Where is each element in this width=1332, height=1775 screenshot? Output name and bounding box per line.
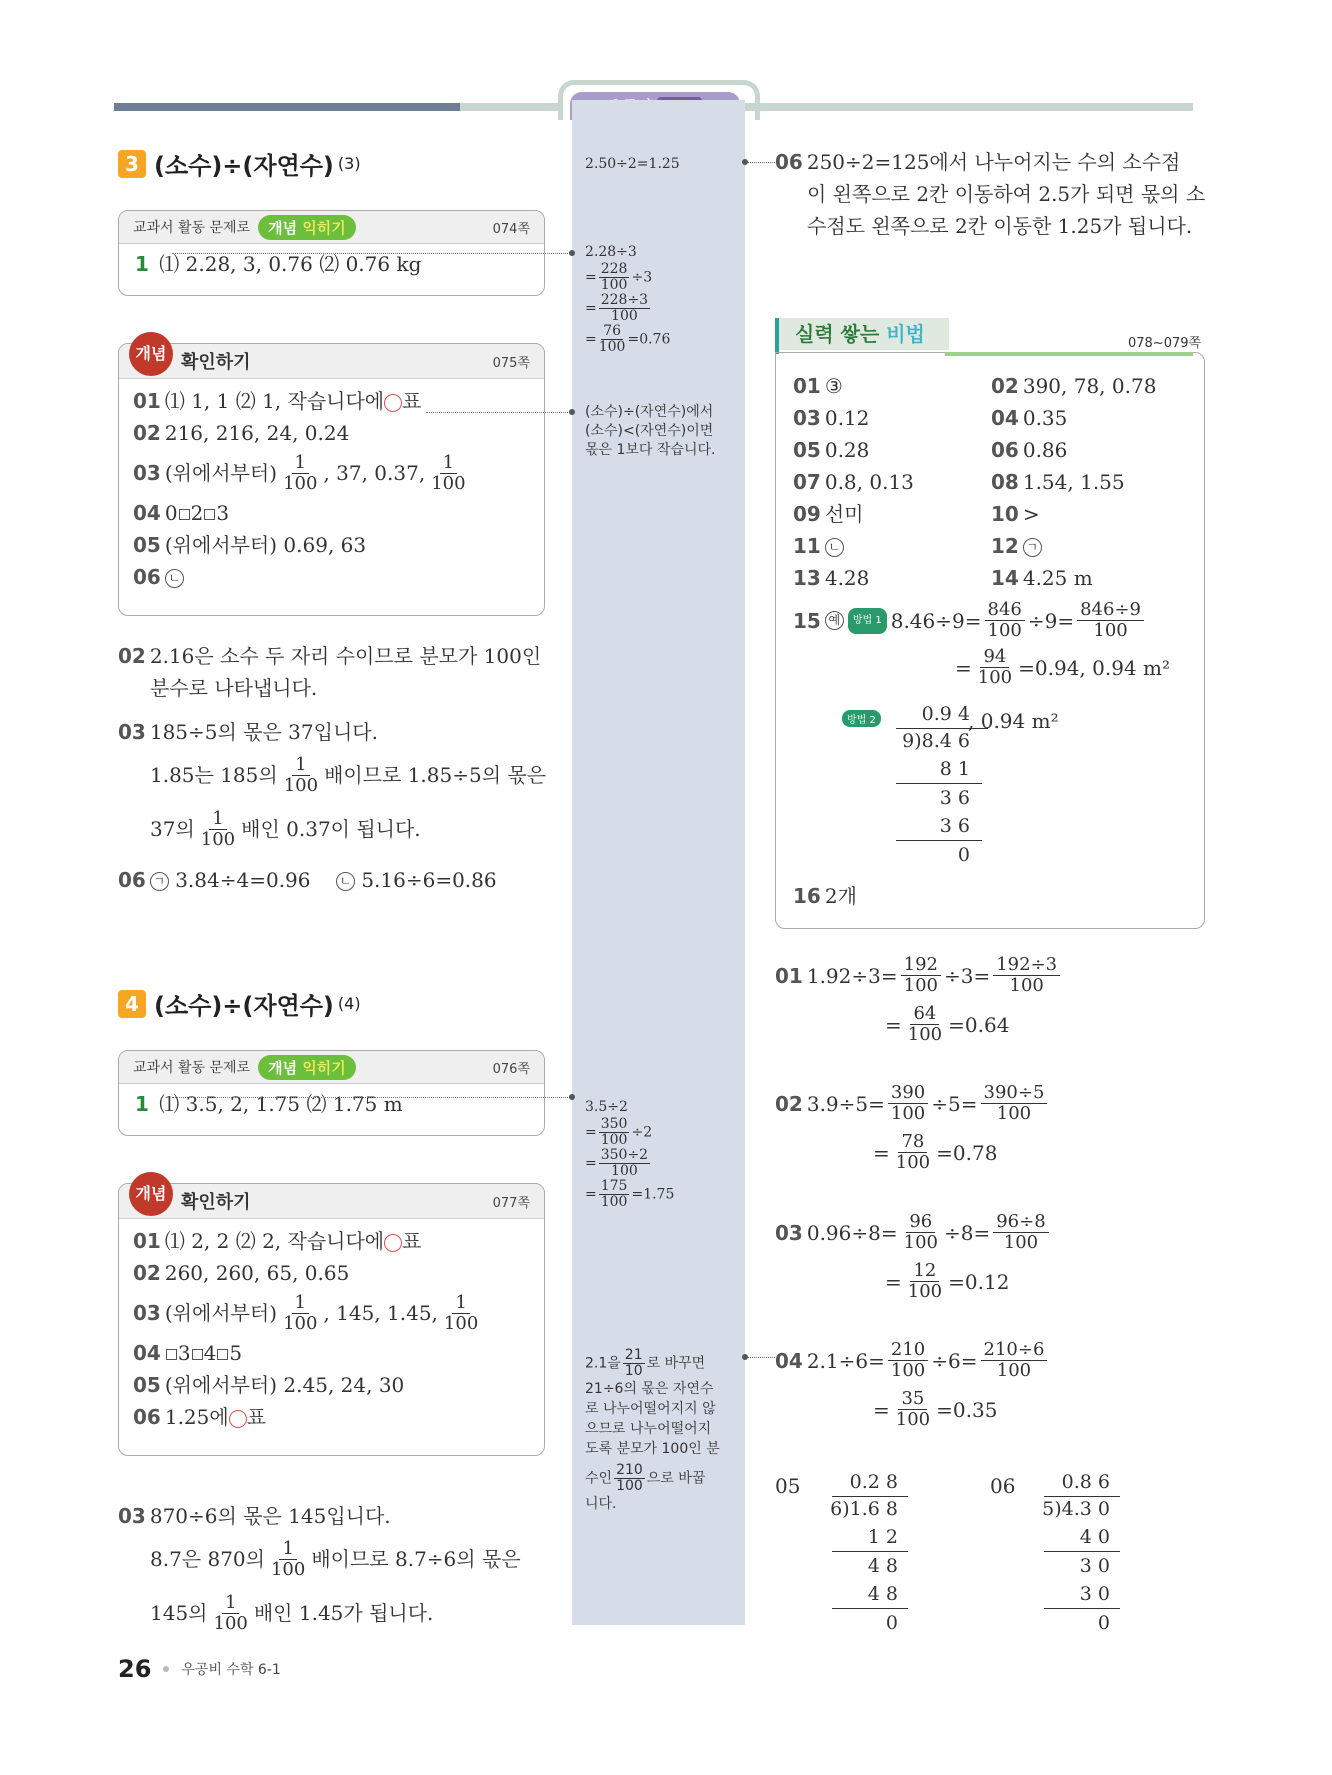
exp-03-line2: 1.85는 185의 $\frac{1}{100}$ 배이므로 1.85÷5의 몫은 bbox=[150, 753, 547, 796]
connector bbox=[745, 1357, 775, 1358]
box-header bbox=[119, 344, 544, 379]
answer-list bbox=[119, 1219, 544, 1439]
answer-05: 05 (위에서부터) 2.45, 24, 30 bbox=[133, 1373, 405, 1397]
answer-02: 02 260, 260, 65, 0.65 bbox=[133, 1261, 350, 1285]
skill-item: 01 ③ bbox=[793, 374, 843, 398]
answer-02: 02 216, 216, 24, 0.24 bbox=[133, 421, 350, 445]
page-ref: 074쪽 bbox=[492, 221, 530, 237]
skill-item: 10 > bbox=[991, 502, 1040, 526]
exp-03-line3: 145의 $\frac{1}{100}$ 배인 1.45가 됩니다. bbox=[150, 1591, 434, 1634]
exp-03-line3: 37의 $\frac{1}{100}$ 배인 0.37이 됩니다. bbox=[150, 807, 421, 850]
header-bar-right bbox=[745, 103, 1193, 111]
connector bbox=[745, 162, 775, 163]
skill-item: 03 0.12 bbox=[793, 406, 870, 430]
connector bbox=[172, 1097, 572, 1098]
exp-02-cont: 분수로 나타냅니다. bbox=[150, 676, 318, 700]
skill-item: 07 0.8, 0.13 bbox=[793, 470, 914, 494]
section4-box2 bbox=[118, 1183, 545, 1456]
answer-04: 04 0 2 3 bbox=[133, 501, 230, 525]
skill-answers bbox=[793, 370, 1193, 594]
right-exp-06b-num: 06 bbox=[990, 1474, 1016, 1498]
skill-item: 06 0.86 bbox=[991, 438, 1068, 462]
exp-06: 06 ㄱ 3.84÷4=0.96 ㄴ 5.16÷6=0.86 bbox=[118, 868, 497, 892]
section-subtitle: (3) bbox=[337, 154, 361, 173]
method-badge: 방법 2 bbox=[842, 710, 881, 727]
exp-02: 02 2.16은 소수 두 자리 수이므로 분모가 100인 bbox=[118, 644, 542, 668]
skill-item-15: 15 예 방법 1 8.46÷9= $\frac{846}{100}$ ÷9= $\frac{846\div 9}{100}$ = $\frac{94}{100}$ =0.94, 0.94 m² bbox=[793, 599, 1170, 688]
connector-dot bbox=[742, 159, 748, 165]
answer-row: 1 ⑴ 3.5, 2, 1.75 ⑵ 1.75 m bbox=[135, 1092, 403, 1116]
skill-item-16: 16 2개 bbox=[793, 884, 857, 908]
section3-title bbox=[118, 146, 361, 181]
skill-top-line bbox=[945, 352, 1193, 356]
page-ref: 075쪽 bbox=[492, 355, 530, 371]
footer bbox=[118, 1655, 281, 1683]
skill-item: 08 1.54, 1.55 bbox=[991, 470, 1125, 494]
answer-06: 06 1.25에 표 bbox=[133, 1405, 267, 1429]
answer-01: 01 ⑴ 1, 1 ⑵ 1, 작습니다에 표 bbox=[133, 389, 422, 413]
sidebar-note-2: 2.28÷3 = $\frac{228}{100}$ ÷3 = $\frac{228\div 3}{100}$ = $\frac{76}{100}$ =0.76 bbox=[585, 244, 671, 355]
sidebar-note-4: 3.5÷2 = $\frac{350}{100}$ ÷2 = $\frac{350\div 2}{100}$ = $\frac{175}{100}$ =1.75 bbox=[585, 1099, 675, 1210]
sidebar-note-3: (소수)÷(자연수)에서 (소수)<(자연수)이면 몫은 1보다 작습니다. bbox=[585, 404, 716, 458]
connector bbox=[172, 253, 572, 254]
box-header bbox=[119, 211, 544, 244]
concept-pill: 개념 익히기 bbox=[258, 1055, 356, 1080]
skill-item: 05 0.28 bbox=[793, 438, 870, 462]
concept-badge: 개념 bbox=[129, 1172, 173, 1216]
long-division-06: 0.8 6 5)4.3 0 4 0 3 0 3 0 0 bbox=[1020, 1468, 1120, 1637]
section4-title bbox=[118, 986, 361, 1021]
box-header bbox=[119, 1051, 544, 1084]
skill-item: 12 ㄱ bbox=[991, 530, 1191, 562]
connector-dot bbox=[742, 1354, 748, 1360]
section-number: 3 bbox=[118, 150, 146, 178]
answer-03: 03 (위에서부터) $\frac{1}{100}$ , 37, 0.37, $\frac{1}{100}$ bbox=[133, 451, 466, 494]
section4-explanations bbox=[118, 1500, 558, 1640]
sidebar-note-1: 2.50÷2=1.25 bbox=[585, 156, 680, 172]
answer-04: 04 3 4 5 bbox=[133, 1341, 243, 1365]
long-division-15: 0.9 4 9)8.4 6 8 1 3 6 3 6 0 bbox=[878, 700, 988, 869]
box-label: 확인하기 bbox=[181, 1192, 251, 1213]
book-title: 우공비 수학 6-1 bbox=[181, 1662, 281, 1678]
right-exp-01: 01 1.92÷3= $\frac{192}{100}$ ÷3= $\frac{192\div 3}{100}$ = $\frac{64}{100}$ =0.64 bbox=[775, 955, 1063, 1045]
page-number: 26 bbox=[118, 1655, 152, 1683]
header-bar-mid bbox=[460, 103, 560, 111]
page-ref: 078~079쪽 bbox=[1128, 336, 1202, 351]
section3-explanations bbox=[118, 640, 558, 896]
box-label: 확인하기 bbox=[181, 352, 251, 373]
section-subtitle: (4) bbox=[337, 994, 361, 1013]
exp-03: 03 185÷5의 몫은 37입니다. bbox=[118, 720, 378, 744]
page-ref: 076쪽 bbox=[492, 1061, 530, 1077]
connector-dot bbox=[569, 409, 575, 415]
section3-box2 bbox=[118, 343, 545, 616]
skill-tab bbox=[775, 318, 949, 354]
skill-title: 실력 쌓는 비법 bbox=[779, 318, 949, 350]
skill-item: 09 선미 bbox=[793, 502, 864, 526]
skill-item: 02 390, 78, 0.78 bbox=[991, 374, 1157, 398]
answer-01: 01 ⑴ 2, 2 ⑵ 2, 작습니다에 표 bbox=[133, 1229, 422, 1253]
connector bbox=[426, 412, 572, 413]
exp-03: 03 870÷6의 몫은 145입니다. bbox=[118, 1504, 391, 1528]
sidebar-note-5: 2.1을 $\frac{21}{10}$ 로 바꾸면 21÷6의 몫은 자연수 로 나누어떨어지지 않 으므로 나누어떨어지 도록 분모가 100인 분 수인 $\frac{210}{100}$ 으로 바꿉 니다. bbox=[585, 1347, 720, 1512]
section-title-text: (소수)÷(자연수) bbox=[154, 992, 334, 1020]
skill-item: 11 ㄴ bbox=[793, 530, 991, 562]
right-exp-03: 03 0.96÷8= $\frac{96}{100}$ ÷8= $\frac{96\div 8}{100}$ = $\frac{12}{100}$ =0.12 bbox=[775, 1212, 1052, 1302]
skill-item: 04 0.35 bbox=[991, 406, 1068, 430]
skill-item: 14 4.25 m bbox=[991, 566, 1093, 590]
header-bar-left bbox=[114, 103, 460, 111]
answer-row: 1 ⑴ 2.28, 3, 0.76 ⑵ 0.76 kg bbox=[135, 252, 422, 276]
concept-badge: 개념 bbox=[129, 332, 173, 376]
right-exp-05-num: 05 bbox=[775, 1474, 801, 1498]
right-exp-02: 02 3.9÷5= $\frac{390}{100}$ ÷5= $\frac{390\div 5}{100}$ = $\frac{78}{100}$ =0.78 bbox=[775, 1083, 1050, 1173]
section-number: 4 bbox=[118, 990, 146, 1018]
long-division-15-result: , 0.94 m² bbox=[968, 709, 1059, 733]
circle-mark bbox=[384, 1234, 402, 1252]
box-label: 교과서 활동 문제로 bbox=[133, 1060, 251, 1076]
section4-box1 bbox=[118, 1050, 545, 1136]
right-exp-06: 06 250÷2=125에서 나누어지는 수의 소수점 이 왼쪽으로 2칸 이동하여 2.5가 되면 몫의 소 수점도 왼쪽으로 2칸 이동한 1.25가 됩니다. bbox=[775, 150, 1206, 238]
method-badge: 방법 1 bbox=[848, 608, 887, 634]
section-title-text: (소수)÷(자연수) bbox=[154, 152, 334, 180]
answer-03: 03 (위에서부터) $\frac{1}{100}$ , 145, 1.45, $\frac{1}{100}$ bbox=[133, 1291, 479, 1334]
page-ref: 077쪽 bbox=[492, 1195, 530, 1211]
circle-mark bbox=[384, 394, 402, 412]
concept-pill: 개념 익히기 bbox=[258, 215, 356, 240]
right-exp-04: 04 2.1÷6= $\frac{210}{100}$ ÷6= $\frac{210\div 6}{100}$ = $\frac{35}{100}$ =0.35 bbox=[775, 1340, 1050, 1430]
long-division-05: 0.2 8 6)1.6 8 1 2 4 8 4 8 0 bbox=[808, 1468, 908, 1637]
box-label: 교과서 활동 문제로 bbox=[133, 220, 251, 236]
skill-item: 13 4.28 bbox=[793, 566, 870, 590]
answer-06: 06 ㄴ bbox=[133, 561, 530, 593]
box-header bbox=[119, 1184, 544, 1219]
answer-05: 05 (위에서부터) 0.69, 63 bbox=[133, 533, 367, 557]
exp-03-line2: 8.7은 870의 $\frac{1}{100}$ 배이므로 8.7÷6의 몫은 bbox=[150, 1537, 521, 1580]
circle-mark bbox=[229, 1410, 247, 1428]
connector-dot bbox=[569, 1094, 575, 1100]
connector-dot bbox=[569, 250, 575, 256]
